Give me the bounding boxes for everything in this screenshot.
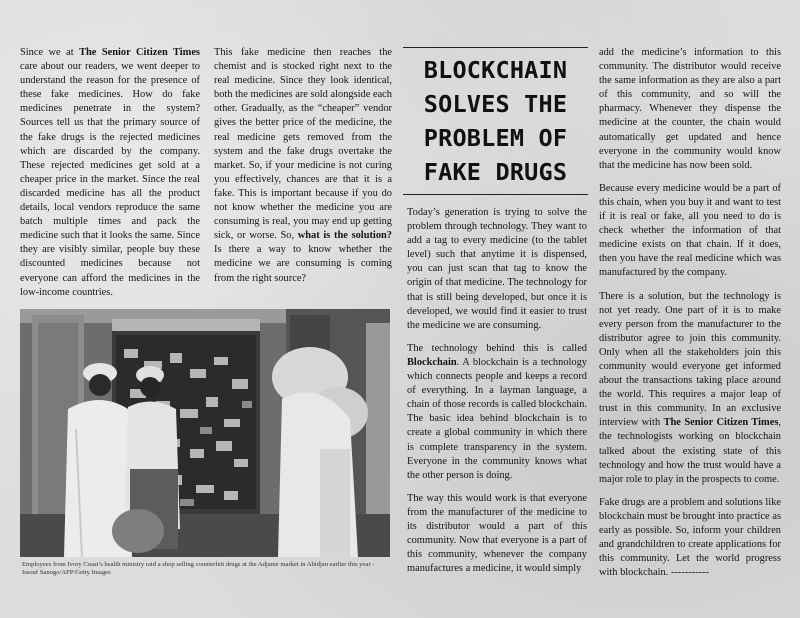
article-column-2 xyxy=(214,46,392,295)
article-column-4 xyxy=(599,46,781,589)
paragraph xyxy=(599,182,781,281)
headline: BLOCKCHAIN SOLVES THE PROBLEM OF FAKE DRUGS xyxy=(423,56,568,186)
text-run: Since we at xyxy=(20,47,80,58)
text-run: care about our readers, we went deeper to understand the reason for the presence of these fake medicines. How do fake medicines penetrate in the system? Sources tell us that the primary source of the fake drugs is the rejected medicines which are discarded by the company. These rejected medicines get sold at a cheaper price in the market. Since the real discarded medicine has all the product details, local vendors reproduce the same batch multiple times and pack the medicine such that it looks the same. Since they are visibly similar, people buy these discounted medicines because not everyone can afford the medicines in the low-income countries. xyxy=(20,61,200,298)
bold-text: The Senior Citizen Times xyxy=(79,47,200,58)
headline-box xyxy=(403,47,588,195)
text-run: Because every medicine would be a part of this chain, when you buy it and want to test if it is real or fake, all you need to do is check whether the information of that medicine exists on that chain. If it does, then you have the real medicine which was manufactured by the company. xyxy=(599,182,781,279)
paragraph xyxy=(407,492,587,577)
text-run: , the technologists working on blockchain talked about the existing state of this technology and how the trust would have a major role to play in the prospects to come. xyxy=(599,417,781,485)
paragraph xyxy=(407,342,587,483)
article-column-1 xyxy=(20,46,200,309)
text-run: add the medicine’s information to this community. The distributor would receive the same information as they are also a part of this community, and so will the pharmacy. Whenever they dispense the medicine at the counter, the chain would automatically get updated and hence everyone in the community would know that the medicine has now been sold. xyxy=(599,47,781,171)
text-run: This fake medicine then reaches the chemist and is stocked right next to the real medicine. Since they look identical, both the medicines are sold alongside each other. Gradually, as the “cheaper” vendor gives the better price of the medicine, the real medicine gets removed from the system and the fake drugs overtake the market. So, if your medicine is not curing you effectively, chances are that it is a fake. This is important because if you do not know whether the medicine you are consuming is real, you may end up getting sick, or worse. So, xyxy=(214,47,392,242)
text-run: Today’s generation is trying to solve the problem through technology. They want to add a tag to every medicine (to the tablet level) such that anytime it is dispensed, you can just scan that tag to know the origin of that medicine. The technology for that is still being developed, but once it is developed, we would find it easier to trust the medicine we are consuming. xyxy=(407,207,587,331)
text-run: . A blockchain is a technology which connects people and keeps a record of everything. In a layman language, a chain of those records is called blockchain. The basic idea behind blockchain is to create a global community in which there is complete transparency in the system. Everyone in the community knows what the other person is doing. xyxy=(407,356,587,481)
photo-illustration xyxy=(20,309,390,557)
news-photo xyxy=(20,309,390,557)
text-run: Is there a way to know whether the medicine we are consuming is coming from the right source? xyxy=(214,244,392,284)
text-run: The technology behind this is called xyxy=(407,342,587,354)
paragraph xyxy=(407,206,587,333)
bold-text: what is the solution? xyxy=(297,230,392,242)
paragraph xyxy=(214,46,392,286)
text-run: Fake drugs are a problem and solutions like blockchain must be brought into practice as early as possible. So, inform your children and grandchildren to create applications for this community. Let the world progress with blockchain. ----------- xyxy=(599,496,781,579)
text-run: The way this would work is that everyone from the manufacturer of the medicine to its distributor would a part of this community. Now that everyone is a part of this community, whenever the company manufactures a medicine, it would simply xyxy=(407,492,587,575)
photo-caption: Employees from Ivory Coast’s health ministry raid a shop selling counterfeit drugs at the Adjame market in Abidjan earlier this year - Issouf Sanogo/AFP/Getty Images xyxy=(22,561,375,577)
bold-text: Blockchain xyxy=(407,356,457,368)
bold-text: The Senior Citizen Times xyxy=(663,417,779,429)
paragraph xyxy=(20,46,200,300)
article-column-3 xyxy=(407,206,587,585)
paragraph xyxy=(599,496,781,581)
paragraph xyxy=(599,46,781,173)
text-run: There is a solution, but the technology is not yet ready. One part of it is to make every person from the manufacturer to the distributor agree to join this community. Only when all the stakeholders join this community would everyone get informed about the transactions taking place around the world. This requires a major leap of trust in this community. In an exclusive interview with xyxy=(599,290,781,429)
paragraph xyxy=(599,290,781,487)
